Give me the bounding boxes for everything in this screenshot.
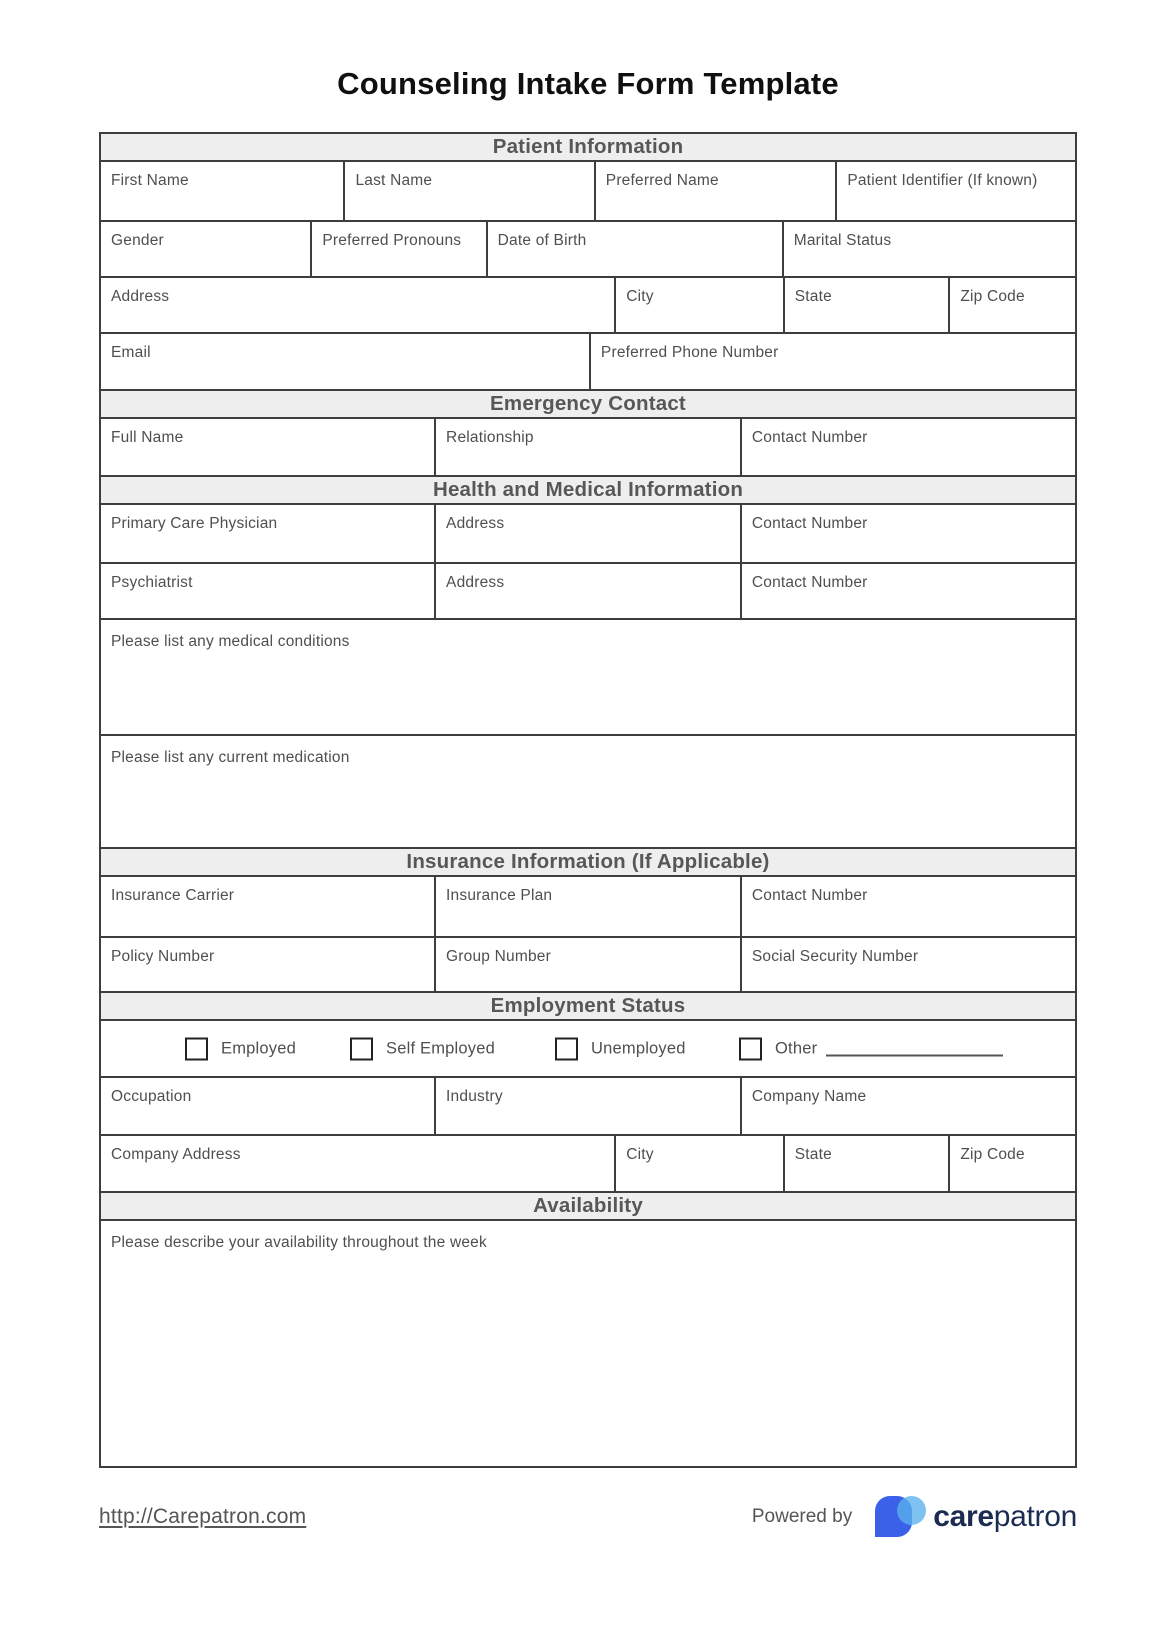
carepatron-wordmark xyxy=(933,1499,1077,1533)
patient-identifier-label: Patient Identifier (If known) xyxy=(847,172,1038,189)
table-row-patient-contact xyxy=(101,332,1075,389)
emergency-contact-number-field[interactable] xyxy=(742,419,1075,475)
table-row-company-address xyxy=(101,1134,1075,1191)
insurance-plan-field[interactable] xyxy=(436,877,742,936)
preferred-name-label: Preferred Name xyxy=(605,172,719,189)
section-header-health-medical: Health and Medical Information xyxy=(101,475,1075,505)
other-label: Other xyxy=(775,1039,818,1057)
table-row-current-medication xyxy=(101,734,1075,847)
table-row-employment-checkboxes xyxy=(101,1021,1075,1076)
section-header-employment-status: Employment Status xyxy=(101,991,1075,1021)
carepatron-link[interactable]: http://Carepatron.com xyxy=(99,1504,307,1528)
marital-status-label: Marital Status xyxy=(793,232,892,249)
industry-label: Industry xyxy=(446,1088,503,1105)
self-employed-label: Self Employed xyxy=(386,1039,495,1057)
current-medication-field[interactable] xyxy=(101,736,1075,847)
group-number-label: Group Number xyxy=(446,948,551,965)
unemployed-option xyxy=(555,1037,686,1060)
medical-conditions-label: Please list any medical conditions xyxy=(111,633,350,650)
table-row-policy-number xyxy=(101,936,1075,991)
state-field[interactable] xyxy=(785,278,951,332)
medical-conditions-field[interactable] xyxy=(101,620,1075,734)
preferred-pronouns-field[interactable] xyxy=(312,222,487,276)
insurance-carrier-label: Insurance Carrier xyxy=(111,887,235,904)
psychiatrist-address-field[interactable] xyxy=(436,564,742,618)
emergency-contact-number-label: Contact Number xyxy=(751,429,868,446)
insurance-contact-number-field[interactable] xyxy=(742,877,1075,936)
table-row-insurance-carrier xyxy=(101,877,1075,936)
insurance-contact-number-label: Contact Number xyxy=(751,887,868,904)
physician-address-field[interactable] xyxy=(436,505,742,562)
self-employed-option xyxy=(350,1037,495,1060)
table-row-primary-care-physician xyxy=(101,505,1075,562)
email-label: Email xyxy=(111,344,151,361)
industry-field[interactable] xyxy=(436,1078,742,1134)
policy-number-field[interactable] xyxy=(101,938,436,991)
self-employed-checkbox[interactable] xyxy=(350,1037,373,1060)
section-header-insurance: Insurance Information (If Applicable) xyxy=(101,847,1075,877)
current-medication-label: Please list any current medication xyxy=(111,749,350,766)
company-zip-label: Zip Code xyxy=(960,1146,1025,1163)
date-of-birth-field[interactable] xyxy=(488,222,784,276)
address-field[interactable] xyxy=(101,278,616,332)
address-label: Address xyxy=(111,288,170,305)
company-zip-field[interactable] xyxy=(950,1136,1075,1191)
preferred-phone-field[interactable] xyxy=(591,334,1075,389)
emergency-relationship-field[interactable] xyxy=(436,419,742,475)
table-row-occupation xyxy=(101,1076,1075,1134)
last-name-label: Last Name xyxy=(355,172,433,189)
table-row-availability xyxy=(101,1221,1075,1466)
company-name-field[interactable] xyxy=(742,1078,1075,1134)
primary-care-physician-field[interactable] xyxy=(101,505,436,562)
table-row-emergency-contact xyxy=(101,419,1075,475)
preferred-phone-label: Preferred Phone Number xyxy=(600,344,779,361)
insurance-carrier-field[interactable] xyxy=(101,877,436,936)
carepatron-logo-icon xyxy=(873,1494,927,1539)
company-city-field[interactable] xyxy=(616,1136,785,1191)
powered-by-block xyxy=(752,1494,1077,1539)
social-security-number-field[interactable] xyxy=(742,938,1075,991)
gender-field[interactable] xyxy=(101,222,312,276)
primary-care-physician-label: Primary Care Physician xyxy=(111,515,278,532)
physician-address-label: Address xyxy=(446,515,505,532)
gender-label: Gender xyxy=(111,232,164,249)
section-header-availability: Availability xyxy=(101,1191,1075,1221)
email-field[interactable] xyxy=(101,334,591,389)
other-checkbox[interactable] xyxy=(739,1037,762,1060)
psychiatrist-contact-number-label: Contact Number xyxy=(751,574,868,591)
physician-contact-number-field[interactable] xyxy=(742,505,1075,562)
emergency-full-name-field[interactable] xyxy=(101,419,436,475)
unemployed-label: Unemployed xyxy=(591,1039,686,1057)
unemployed-checkbox[interactable] xyxy=(555,1037,578,1060)
company-address-label: Company Address xyxy=(111,1146,241,1163)
company-state-field[interactable] xyxy=(785,1136,951,1191)
last-name-field[interactable] xyxy=(345,162,595,220)
table-row-patient-names xyxy=(101,162,1075,220)
employed-label: Employed xyxy=(221,1039,296,1057)
psychiatrist-contact-number-field[interactable] xyxy=(742,564,1075,618)
city-field[interactable] xyxy=(616,278,785,332)
policy-number-label: Policy Number xyxy=(111,948,215,965)
zip-code-label: Zip Code xyxy=(960,288,1025,305)
marital-status-field[interactable] xyxy=(784,222,1075,276)
other-option xyxy=(739,1037,1003,1060)
table-row-medical-conditions xyxy=(101,618,1075,734)
preferred-name-field[interactable] xyxy=(596,162,838,220)
social-security-number-label: Social Security Number xyxy=(751,948,919,965)
preferred-pronouns-label: Preferred Pronouns xyxy=(322,232,462,249)
patient-identifier-field[interactable] xyxy=(837,162,1075,220)
group-number-field[interactable] xyxy=(436,938,742,991)
other-write-in-line[interactable] xyxy=(826,1041,1003,1057)
company-city-label: City xyxy=(626,1146,654,1163)
date-of-birth-label: Date of Birth xyxy=(497,232,587,249)
brand-patron: patron xyxy=(993,1499,1077,1533)
insurance-plan-label: Insurance Plan xyxy=(446,887,553,904)
table-row-patient-demographics xyxy=(101,220,1075,276)
employed-checkbox[interactable] xyxy=(185,1037,208,1060)
zip-code-field[interactable] xyxy=(950,278,1075,332)
company-name-label: Company Name xyxy=(751,1088,867,1105)
psychiatrist-address-label: Address xyxy=(446,574,505,591)
table-row-patient-address xyxy=(101,276,1075,332)
occupation-label: Occupation xyxy=(111,1088,192,1105)
first-name-label: First Name xyxy=(111,172,189,189)
company-state-label: State xyxy=(794,1146,832,1163)
availability-label: Please describe your availability throughout the week xyxy=(111,1234,487,1251)
section-header-patient-information: Patient Information xyxy=(101,134,1075,162)
section-header-emergency-contact: Emergency Contact xyxy=(101,389,1075,419)
emergency-relationship-label: Relationship xyxy=(446,429,534,446)
first-name-field[interactable] xyxy=(101,162,345,220)
emergency-full-name-label: Full Name xyxy=(111,429,184,446)
occupation-field[interactable] xyxy=(101,1078,436,1134)
availability-field[interactable] xyxy=(101,1221,1075,1466)
intake-form-table xyxy=(99,132,1077,1468)
psychiatrist-label: Psychiatrist xyxy=(111,574,193,591)
brand-care: care xyxy=(933,1499,994,1533)
page-footer xyxy=(99,1494,1077,1539)
powered-by-label: Powered by xyxy=(751,1505,853,1527)
physician-contact-number-label: Contact Number xyxy=(751,515,868,532)
employed-option xyxy=(185,1037,296,1060)
psychiatrist-field[interactable] xyxy=(101,564,436,618)
page-title: Counseling Intake Form Template xyxy=(337,66,839,101)
city-label: City xyxy=(626,288,654,305)
company-address-field[interactable] xyxy=(101,1136,616,1191)
state-label: State xyxy=(794,288,832,305)
table-row-psychiatrist xyxy=(101,562,1075,618)
